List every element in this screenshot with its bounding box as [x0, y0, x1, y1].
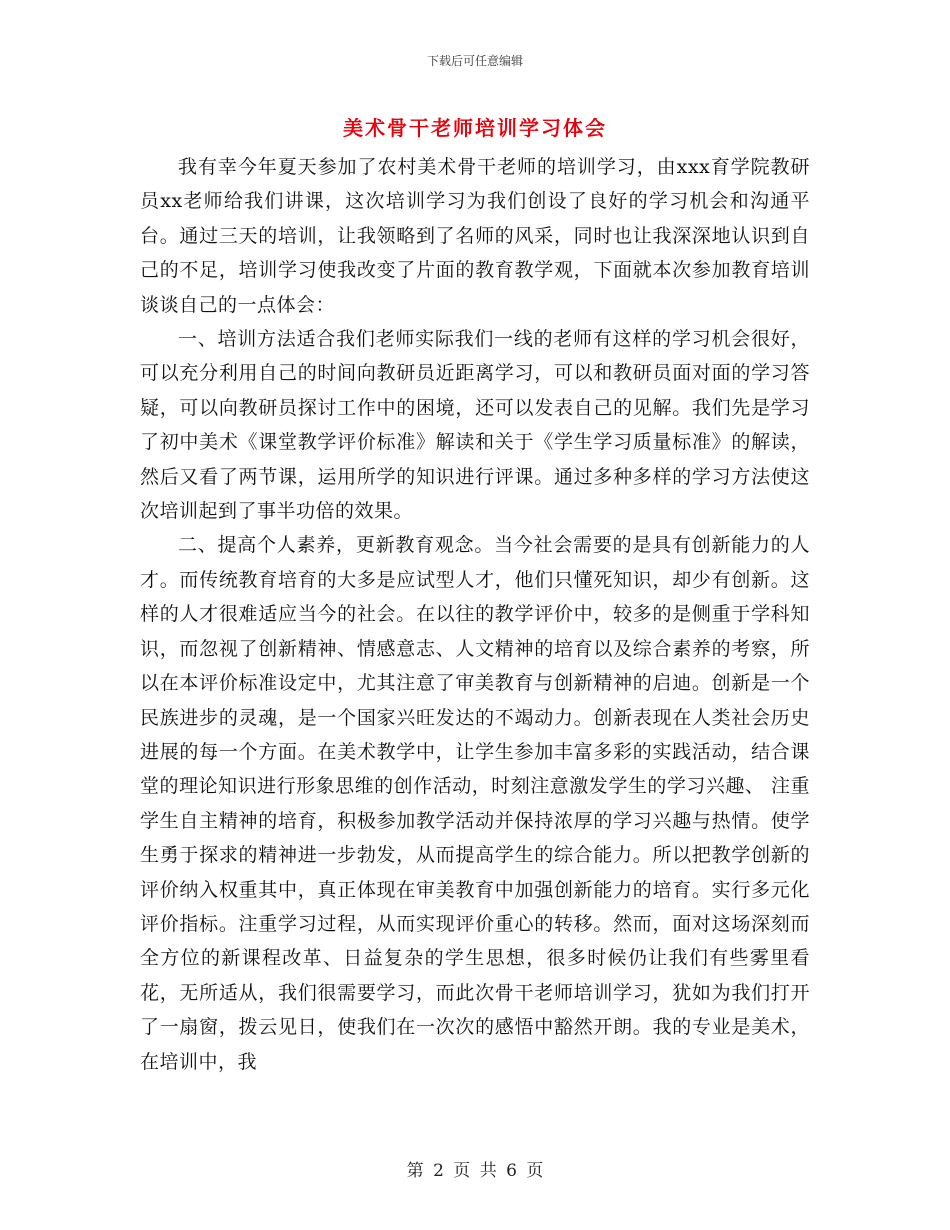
document-title: 美术骨干老师培训学习体会: [343, 116, 607, 140]
page-number-footer: 第 2 页 共 6 页: [406, 1161, 544, 1181]
paragraph-section-two: 二、提高个人素养，更新教育观念。当今社会需要的是具有创新能力的人才。而传统教育培育的大多是应试型人才，他们只懂死知识，却少有创新。这样的人才很难适应当今的社会。在以往的教学评价中，较多的是侧重于学科知识，而忽视了创新精神、情感意志、人文精神的培育以及综合素养的考察，所以在本评价标准设定中，尤其注意了审美教育与创新精神的启迪。创新是一个民族进步的灵魂，是一个国家兴旺发达的不竭动力。创新表现在人类社会历史进展的每一个方面。在美术教学中，让学生参加丰富多彩的实践活动，结合课堂的理论知识进行形象思维的创作活动，时刻注意激发学生的学习兴趣、 注重学生自主精神的培育，积极参加教学活动并保持浓厚的学习兴趣与热情。使学生勇于探求的精神进一步勃发，从而提高学生的综合能力。所以把教学创新的评价纳入权重其中，真正体现在审美教育中加强创新能力的培育。实行多元化评价指标。注重学习过程，从而实现评价重心的转移。然而，面对这场深刻而全方位的新课程改革、日益复杂的学生思想，很多时候仍让我们有些雾里看花，无所适从，我们很需要学习，而此次骨干老师培训学习，犹如为我们打开了一扇窗，拨云见日，使我们在一次次的感悟中豁然开朗。我的专业是美术，在培训中，我: [140, 534, 810, 1073]
page-header-note: 下载后可任意编辑: [426, 54, 523, 68]
paragraph-intro: 我有幸今年夏天参加了农村美术骨干老师的培训学习，由xxx育学院教研员xx老师给我们讲课，这次培训学习为我们创设了良好的学习机会和沟通平台。通过三天的培训，让我领略到了名师的风采，同时也让我深深地认识到自己的不足，培训学习使我改变了片面的教育教学观，下面就本次参加教育培训谈谈自己的一点体会：: [140, 156, 810, 316]
paragraph-section-one: 一、培训方法适合我们老师实际我们一线的老师有这样的学习机会很好，可以充分利用自己的时间向教研员近距离学习，可以和教研员面对面的学习答疑，可以向教研员探讨工作中的困境，还可以发表自己的见解。我们先是学习了初中美术《课堂教学评价标准》解读和关于《学生学习质量标准》的解读，然后又看了两节课，运用所学的知识进行评课。通过多种多样的学习方法使这次培训起到了事半功倍的效果。: [140, 328, 810, 523]
document-body: [140, 150, 810, 1079]
